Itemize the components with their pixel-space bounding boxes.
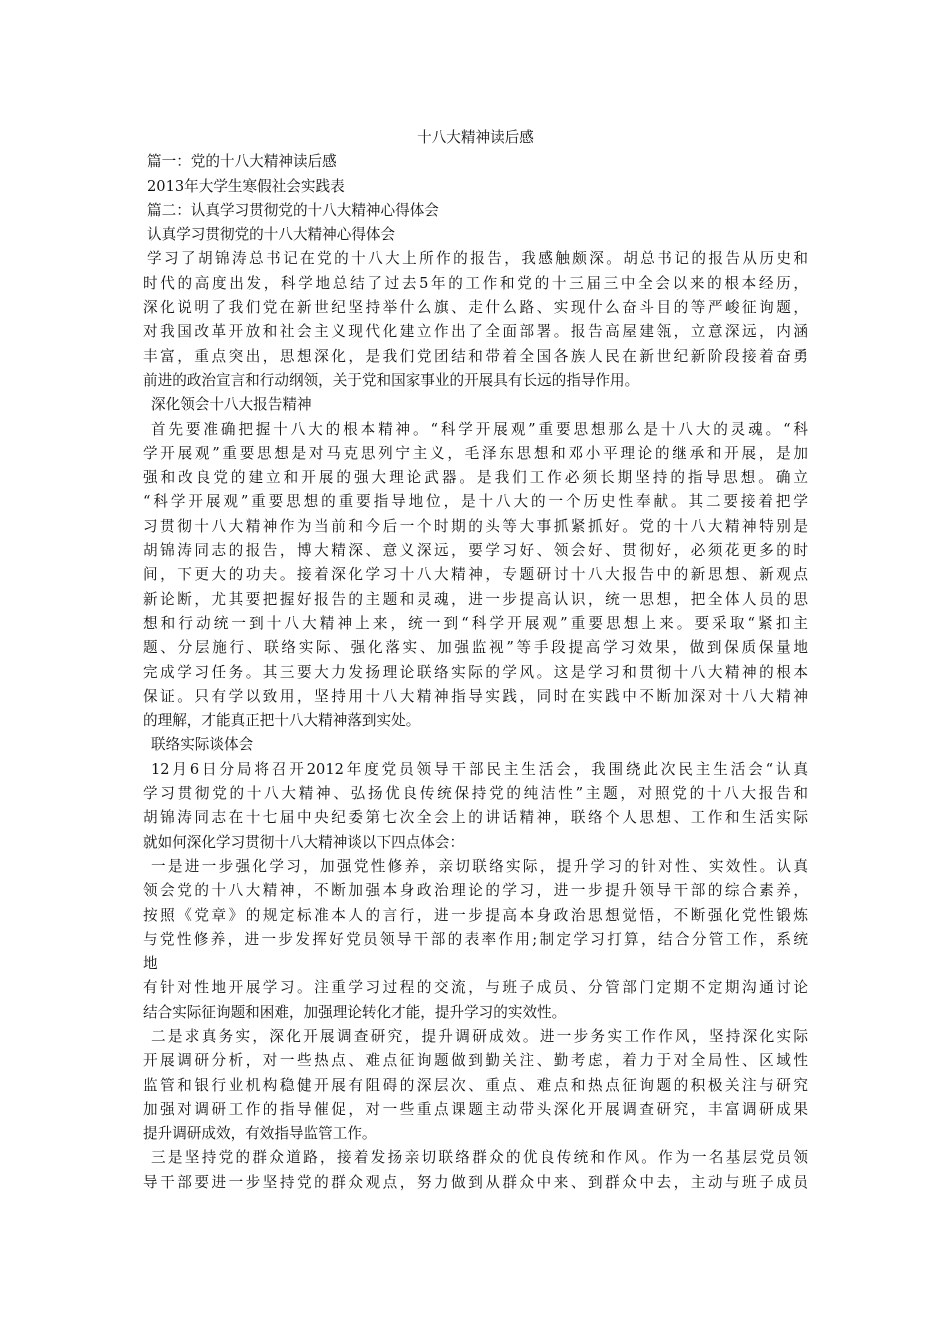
paragraph-line: 题、分层施行、联络实际、强化落实、加强监视”等手段提高学习效果，做到保质保量地: [143, 639, 808, 657]
paragraph-line: 与党性修养，进一步发挥好党员领导干部的表率作用;制定学习打算，结合分管工作，系统: [143, 930, 808, 948]
paragraph-line: 领会党的十八大精神，不断加强本身政治理论的学习，进一步提升领导干部的综合素养，: [143, 882, 808, 900]
paragraph-line: 提升调研成效，有效指导监管工作。: [143, 1125, 377, 1143]
paragraph-line: 12月6日分局将召开2012年度党员领导干部民主生活会，我围绕此次民主生活会“认真: [151, 760, 808, 778]
document-page: [143, 126, 808, 1195]
paragraph-line: 三是坚持党的群众道路，接着发扬亲切联络群众的优良传统和作风。作为一名基层党员领: [151, 1149, 808, 1167]
paragraph-line: 新论断，尤其要把握好报告的主题和灵魂，进一步提高认识，统一思想，把全体人员的思: [143, 590, 808, 608]
paragraph-line: 导干部要进一步坚持党的群众观点，努力做到从群众中来、到群众中去，主动与班子成员: [143, 1173, 808, 1191]
paragraph-line: 有针对性地开展学习。注重学习过程的交流，与班子成员、分管部门定期不定期沟通讨论: [143, 979, 808, 997]
heading-part-two: 篇二：认真学习贯彻党的十八大精神心得体会: [147, 201, 439, 219]
paragraph-point-two: [143, 1025, 808, 1146]
paragraph-line: 学习贯彻党的十八大精神、弘扬优良传统保持党的纯洁性”主题，对照党的十八大报告和: [143, 785, 808, 803]
paragraph-line: 二是求真务实，深化开展调查研究，提升调研成效。进一步务实工作作风，坚持深化实际: [151, 1027, 808, 1045]
paragraph-line: 对我国改革开放和社会主义现代化建立作出了全面部署。报告高屋建瓴，立意深远，内涵: [143, 323, 808, 341]
paragraph-line: 习贯彻十八大精神作为当前和今后一个时期的头等大事抓紧抓好。党的十八大精神特别是: [143, 517, 808, 535]
paragraph-line: 学习了胡锦涛总书记在党的十八大上所作的报告，我感触颇深。胡总书记的报告从历史和: [147, 250, 808, 268]
paragraph-point-three: [143, 1146, 808, 1195]
paragraph-line: 开展调研分析，对一些热点、难点征询题做到勤关注、勤考虑，着力于对全局性、区域性: [143, 1052, 808, 1070]
paragraph-line: 结合实际征询题和困难，加强理论转化才能，提升学习的实效性。: [143, 1003, 567, 1021]
paragraph-line: 丰富，重点突出，思想深化，是我们党团结和带着全国各族人民在新世纪新阶段接着奋勇: [143, 347, 808, 365]
paragraph-line: 首先要准确把握十八大的根本精神。“科学开展观”重要思想那么是十八大的灵魂。“科: [151, 420, 808, 438]
paragraph-meeting: [143, 758, 808, 855]
heading-practice-form: 2013年大学生寒假社会实践表: [147, 177, 345, 195]
paragraph-line: 的理解，才能真正把十八大精神落到实处。: [143, 712, 421, 730]
paragraph-line: 前进的政治宣言和行动纲领，关于党和国家事业的开展具有长远的指导作用。: [143, 371, 640, 389]
paragraph-line: 时代的高度出发，科学地总结了过去5年的工作和党的十三届三中全会以来的根本经历，: [143, 274, 808, 292]
document-title: 十八大精神读后感: [417, 129, 534, 146]
paragraph-line: 地: [143, 955, 158, 973]
paragraph-line: 想和行动统一到十八大精神上来，统一到“科学开展观”重要思想上来。要采取“紧扣主: [143, 614, 808, 632]
paragraph-line: 间，下更大的功夫。接着深化学习十八大精神，专题研讨十八大报告中的新思想、新观点: [143, 566, 808, 584]
paragraph-line: 保证。只有学以致用，坚持用十八大精神指导实践，同时在实践中不断加深对十八大精神: [143, 687, 808, 705]
paragraph-point-one: [143, 855, 808, 1025]
section-heading-understanding: 深化领会十八大报告精神: [151, 396, 312, 414]
section-heading-practice: 联络实际谈体会: [151, 736, 254, 754]
paragraph-line: 完成学习任务。其三要大力发扬理论联络实际的学风。这是学习和贯彻十八大精神的根本: [143, 663, 808, 681]
paragraph-intro: [143, 247, 808, 393]
paragraph-line: 一是进一步强化学习，加强党性修养，亲切联络实际，提升学习的针对性、实效性。认真: [151, 857, 808, 875]
paragraph-line: 监管和银行业机构稳健开展有阻碍的深层次、重点、难点和热点征询题的积极关注与研究: [143, 1076, 808, 1094]
paragraph-line: 强和改良党的建立和开展的强大理论武器。是我们工作必须长期坚持的指导思想。确立: [143, 469, 808, 487]
paragraph-line: 就如何深化学习贯彻十八大精神谈以下四点体会：: [143, 833, 465, 851]
paragraph-line: 加强对调研工作的指导催促，对一些重点课题主动带头深化开展调查研究，丰富调研成果: [143, 1100, 808, 1118]
paragraph-line: 胡锦涛同志的报告，博大精深、意义深远，要学习好、领会好、贯彻好，必须花更多的时: [143, 542, 808, 560]
heading-part-one: 篇一：党的十八大精神读后感: [147, 153, 337, 171]
paragraph-line: 深化说明了我们党在新世纪坚持举什么旗、走什么路、实现什么奋斗目的等严峻征询题，: [143, 299, 808, 317]
paragraph-line: “科学开展观”重要思想的重要指导地位，是十八大的一个历史性奉献。其二要接着把学: [143, 493, 808, 511]
paragraph-grasp-spirit: [143, 418, 808, 734]
heading-essay-title: 认真学习贯彻党的十八大精神心得体会: [147, 226, 396, 244]
paragraph-line: 胡锦涛同志在十七届中央纪委第七次全会上的讲话精神，联络个人思想、工作和生活实际: [143, 809, 808, 827]
paragraph-line: 学开展观”重要思想是对马克思列宁主义，毛泽东思想和邓小平理论的继承和开展，是加: [143, 444, 808, 462]
paragraph-line: 按照《党章》的规定标准本人的言行，进一步提高本身政治思想觉悟，不断强化党性锻炼: [143, 906, 808, 924]
